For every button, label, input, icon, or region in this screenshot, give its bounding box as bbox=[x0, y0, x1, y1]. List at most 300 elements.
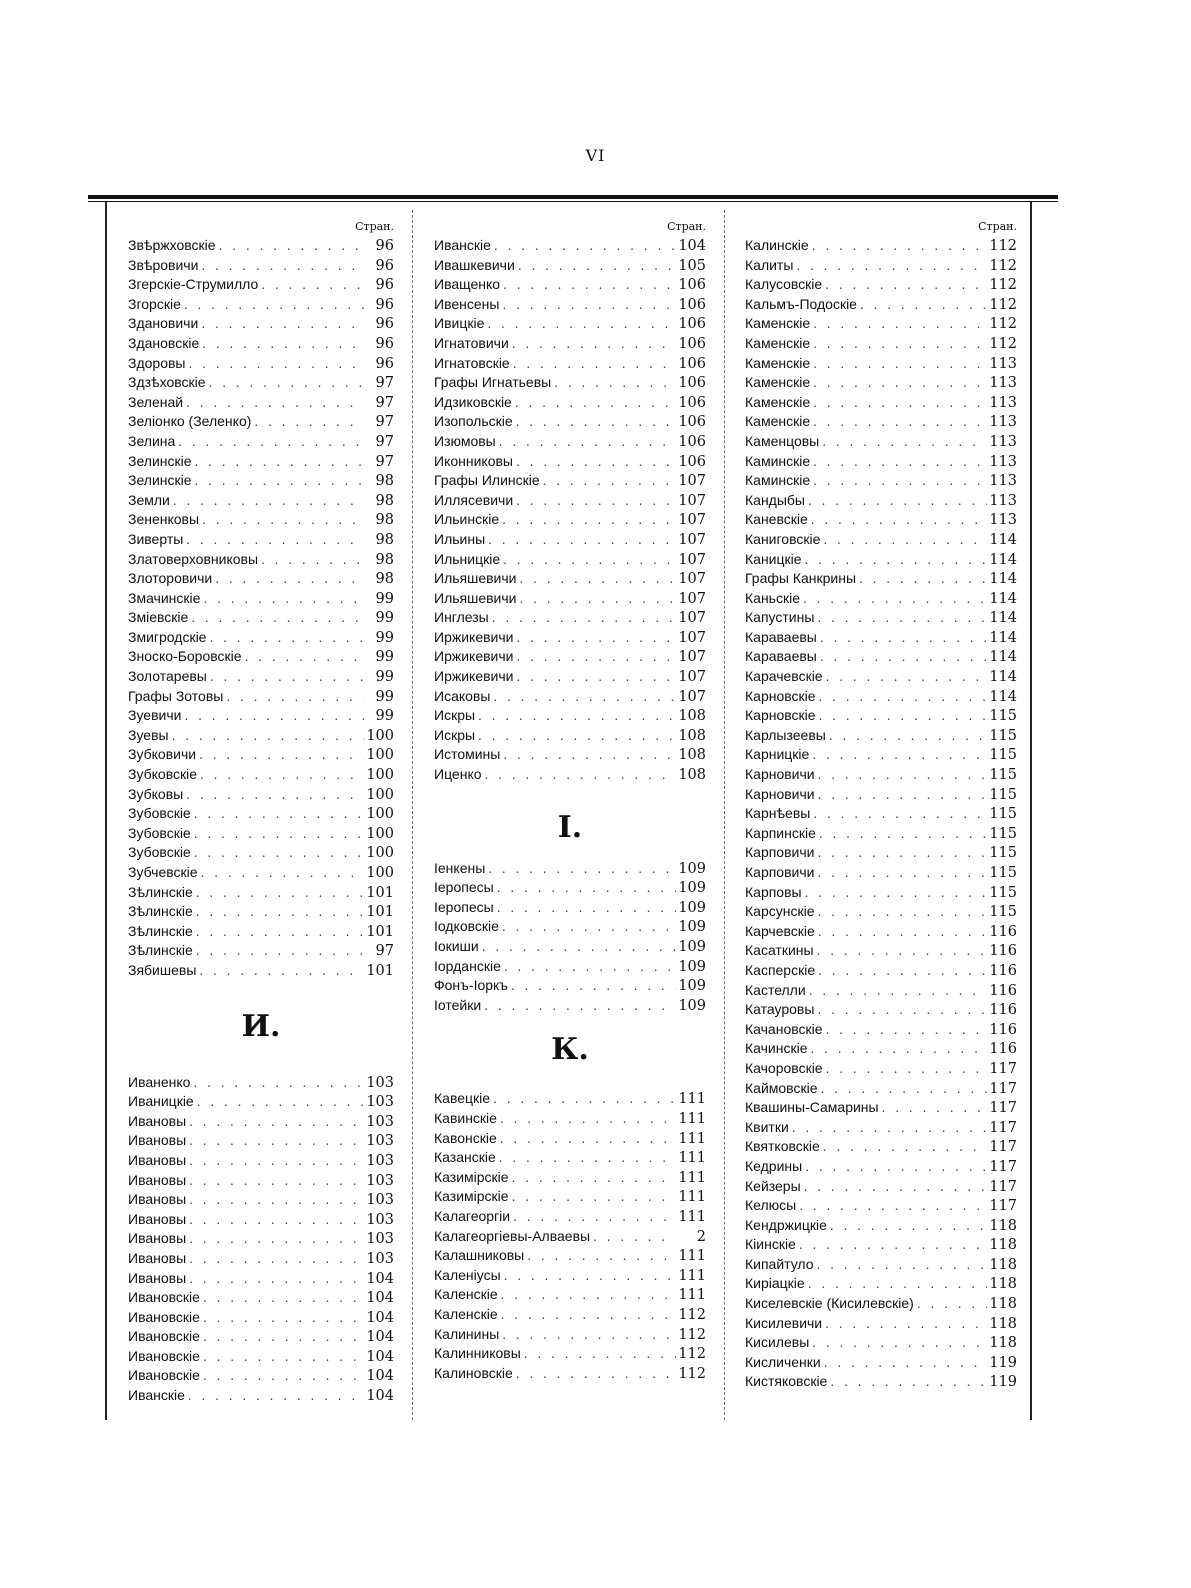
entry-page: 104 bbox=[366, 1290, 394, 1307]
leader-dots bbox=[258, 551, 364, 570]
leader-dots bbox=[186, 1230, 364, 1249]
leader-dots bbox=[198, 315, 364, 334]
index-entry bbox=[128, 804, 394, 824]
index-entry bbox=[128, 726, 394, 746]
entry-name: Ильницкіе bbox=[434, 550, 501, 567]
leader-dots bbox=[183, 394, 364, 413]
index-entry bbox=[128, 589, 394, 609]
entry-name: Кастелли bbox=[745, 981, 806, 998]
index-entry bbox=[128, 608, 394, 628]
entry-page: 109 bbox=[678, 899, 706, 916]
entry-name: Карпинскіе bbox=[745, 824, 816, 841]
leader-dots bbox=[820, 1138, 987, 1157]
entry-name: Караваевы bbox=[745, 648, 817, 665]
entry-list bbox=[434, 236, 706, 785]
index-entry bbox=[434, 1364, 706, 1384]
entry-page: 99 bbox=[375, 629, 394, 646]
entry-page: 100 bbox=[366, 747, 394, 764]
entry-page: 107 bbox=[678, 590, 706, 607]
leader-dots bbox=[856, 570, 987, 589]
entry-name: Змигродскіе bbox=[128, 628, 207, 645]
index-entry bbox=[128, 1131, 394, 1151]
entry-name: Здзѣховскіе bbox=[128, 374, 206, 391]
leader-dots bbox=[814, 1001, 987, 1020]
entry-name: Келюсы bbox=[745, 1197, 797, 1214]
index-entry bbox=[128, 1112, 394, 1132]
leader-dots bbox=[216, 237, 364, 256]
entry-page: 103 bbox=[366, 1152, 394, 1169]
entry-page: 115 bbox=[989, 747, 1017, 764]
entry-name: Каницкіе bbox=[745, 550, 802, 567]
entry-page: 101 bbox=[366, 962, 394, 979]
index-entry bbox=[434, 1207, 706, 1227]
entry-page: 103 bbox=[366, 1250, 394, 1267]
entry-page: 98 bbox=[375, 551, 394, 568]
entry-page: 103 bbox=[366, 1192, 394, 1209]
index-entry bbox=[128, 628, 394, 648]
leader-dots bbox=[200, 1348, 364, 1367]
leader-dots bbox=[816, 825, 987, 844]
index-entry bbox=[128, 745, 394, 765]
entry-name: Касаткины bbox=[745, 942, 814, 959]
index-entry bbox=[434, 608, 706, 628]
leader-dots bbox=[508, 977, 676, 996]
index-entry bbox=[434, 917, 706, 937]
entry-page: 107 bbox=[678, 629, 706, 646]
index-entry bbox=[434, 1187, 706, 1207]
leader-dots bbox=[513, 629, 676, 648]
entry-name: Ивановы bbox=[128, 1269, 187, 1286]
leader-dots bbox=[200, 1309, 364, 1328]
leader-dots bbox=[223, 688, 364, 707]
entry-name: Зубовскіе bbox=[128, 844, 191, 861]
index-entry bbox=[128, 432, 394, 452]
leader-dots bbox=[485, 860, 676, 879]
entry-page: 116 bbox=[989, 943, 1017, 960]
entry-page: 115 bbox=[989, 708, 1017, 725]
index-entry bbox=[434, 976, 706, 996]
entry-page: 106 bbox=[678, 277, 706, 294]
entry-page: 112 bbox=[678, 1306, 706, 1323]
entry-page: 116 bbox=[989, 1002, 1017, 1019]
entry-name: Иржикевичи bbox=[434, 668, 514, 685]
entry-page: 106 bbox=[678, 414, 706, 431]
index-entry bbox=[128, 1229, 394, 1249]
index-entry bbox=[128, 1288, 394, 1308]
leader-dots bbox=[186, 1211, 364, 1230]
entry-name: Калинниковы bbox=[434, 1345, 521, 1362]
index-entry bbox=[434, 996, 706, 1016]
entry-name: Каменскіе bbox=[745, 374, 811, 391]
index-entry bbox=[745, 608, 1017, 628]
entry-name: Киріацкіе bbox=[745, 1275, 805, 1292]
leader-dots bbox=[501, 958, 676, 977]
index-entry bbox=[434, 314, 706, 334]
entry-page: 97 bbox=[375, 943, 394, 960]
entry-page: 118 bbox=[989, 1335, 1017, 1352]
entry-name: Зубковы bbox=[128, 785, 184, 802]
entry-name: Ивицкіе bbox=[434, 315, 485, 332]
entry-name: Іокиши bbox=[434, 938, 479, 954]
entry-page: 107 bbox=[678, 688, 706, 705]
entry-page: 116 bbox=[989, 1021, 1017, 1038]
leader-dots bbox=[499, 296, 676, 315]
entry-page: 99 bbox=[375, 649, 394, 666]
leader-dots bbox=[496, 433, 676, 452]
index-entry bbox=[745, 647, 1017, 667]
entry-name: Квятковскіе bbox=[745, 1138, 820, 1155]
leader-dots bbox=[808, 1040, 987, 1059]
entry-page: 113 bbox=[989, 512, 1017, 529]
entry-page: 112 bbox=[989, 296, 1017, 313]
entry-name: Земли bbox=[128, 491, 170, 508]
index-entry bbox=[745, 804, 1017, 824]
leader-dots bbox=[510, 1208, 676, 1227]
leader-dots bbox=[188, 609, 364, 628]
entry-page: 107 bbox=[678, 551, 706, 568]
index-entry bbox=[745, 1274, 1017, 1294]
leader-dots bbox=[814, 942, 987, 961]
entry-page: 96 bbox=[375, 335, 394, 352]
leader-dots bbox=[517, 570, 677, 589]
leader-dots bbox=[823, 1021, 987, 1040]
entry-name: Каневскіе bbox=[745, 511, 808, 528]
entry-page: 100 bbox=[366, 825, 394, 842]
page-number: VI bbox=[585, 146, 606, 165]
entry-name: Ильяшевичи bbox=[434, 570, 517, 587]
entry-page: 115 bbox=[989, 865, 1017, 881]
top-rule-thin bbox=[88, 201, 1058, 202]
entry-name: Казимірскіе bbox=[434, 1168, 509, 1185]
entry-name: Кандыбы bbox=[745, 491, 805, 508]
entry-name: Квитки bbox=[745, 1118, 789, 1135]
entry-name: Иващенко bbox=[434, 276, 501, 293]
leader-dots bbox=[810, 374, 987, 393]
leader-dots bbox=[186, 1152, 364, 1171]
leader-dots bbox=[822, 276, 987, 295]
entry-page: 109 bbox=[678, 919, 706, 936]
entry-name: Кіинскіе bbox=[745, 1236, 796, 1253]
entry-page: 118 bbox=[989, 1296, 1017, 1313]
entry-page: 118 bbox=[989, 1256, 1017, 1273]
index-entry bbox=[745, 824, 1017, 844]
leader-dots bbox=[192, 453, 364, 472]
entry-name: Змачинскіе bbox=[128, 589, 201, 606]
entry-name: Ивановы bbox=[128, 1112, 187, 1129]
leader-dots bbox=[814, 1256, 987, 1275]
index-entry bbox=[128, 1249, 394, 1269]
entry-name: Зелина bbox=[128, 432, 176, 449]
index-entry bbox=[128, 1269, 394, 1289]
index-entry bbox=[128, 256, 394, 276]
entry-name: Иконниковы bbox=[434, 452, 513, 469]
index-entry bbox=[128, 922, 394, 942]
leader-dots bbox=[802, 884, 987, 903]
entry-page: 117 bbox=[989, 1178, 1017, 1195]
entry-name: Калиновскіе bbox=[434, 1364, 513, 1381]
entry-page: 97 bbox=[375, 433, 394, 450]
entry-name: Каньскіе bbox=[745, 589, 800, 606]
entry-name: Ивановскіе bbox=[128, 1308, 200, 1325]
entry-page: 97 bbox=[375, 414, 394, 431]
entry-name: Карновскіе bbox=[745, 707, 816, 724]
leader-dots bbox=[814, 844, 987, 863]
leader-dots bbox=[802, 1158, 987, 1177]
entry-page: 101 bbox=[366, 923, 394, 940]
leader-dots bbox=[490, 688, 676, 707]
entry-name: Зененковы bbox=[128, 511, 200, 528]
index-entry bbox=[745, 785, 1017, 805]
index-entry bbox=[128, 412, 394, 432]
entry-page: 98 bbox=[375, 512, 394, 529]
entry-page: 112 bbox=[989, 238, 1017, 254]
entry-name: Зѣлинскіе bbox=[128, 942, 193, 959]
right-border bbox=[1030, 202, 1032, 1420]
leader-dots bbox=[789, 1119, 987, 1138]
entry-page: 111 bbox=[678, 1150, 706, 1167]
entry-page: 107 bbox=[678, 571, 706, 588]
index-entry bbox=[434, 726, 706, 746]
entry-name: Карнѣевы bbox=[745, 805, 811, 822]
entry-page: 2 bbox=[696, 1228, 706, 1245]
index-entry bbox=[745, 667, 1017, 687]
entry-page: 103 bbox=[366, 1094, 394, 1111]
entry-page: 115 bbox=[989, 786, 1017, 803]
entry-name: Иванскіе bbox=[128, 1387, 185, 1404]
column-divider bbox=[724, 210, 725, 1420]
leader-dots bbox=[540, 472, 676, 491]
entry-page: 117 bbox=[989, 1198, 1017, 1215]
entry-name: Качановскіе bbox=[745, 1020, 823, 1037]
leader-dots bbox=[500, 276, 676, 295]
entry-page: 99 bbox=[375, 610, 394, 627]
top-rule bbox=[88, 195, 1058, 199]
entry-name: Карновичи bbox=[745, 785, 815, 802]
leader-dots bbox=[479, 938, 676, 957]
entry-page: 107 bbox=[678, 512, 706, 529]
index-entry bbox=[128, 1171, 394, 1191]
leader-dots bbox=[524, 1247, 676, 1266]
index-entry bbox=[745, 1353, 1017, 1373]
entry-name: Зелинскіе bbox=[128, 472, 192, 489]
entry-name: Калинскіе bbox=[745, 237, 809, 253]
entry-page: 99 bbox=[375, 708, 394, 725]
entry-name: Ивановы bbox=[128, 1132, 187, 1149]
entry-page: 107 bbox=[678, 492, 706, 509]
entry-page: 96 bbox=[375, 316, 394, 333]
entry-name: Зелинскіе bbox=[128, 452, 192, 469]
leader-dots bbox=[914, 1295, 987, 1314]
index-entry bbox=[745, 1196, 1017, 1216]
entry-page: 106 bbox=[678, 335, 706, 352]
entry-page: 105 bbox=[678, 257, 706, 274]
index-entry bbox=[434, 1325, 706, 1345]
index-column-2 bbox=[434, 218, 706, 1383]
entry-page: 118 bbox=[989, 1217, 1017, 1234]
leader-dots bbox=[513, 1365, 676, 1384]
entry-list bbox=[434, 1089, 706, 1383]
section-heading-k: К. bbox=[551, 1032, 589, 1068]
index-entry bbox=[128, 491, 394, 511]
index-entry bbox=[128, 765, 394, 785]
leader-dots bbox=[181, 296, 364, 315]
leader-dots bbox=[199, 335, 364, 354]
index-entry bbox=[128, 1190, 394, 1210]
entry-page: 114 bbox=[989, 669, 1017, 686]
index-entry bbox=[434, 1227, 706, 1247]
leader-dots bbox=[796, 1197, 987, 1216]
entry-name: Катауровы bbox=[745, 1001, 815, 1018]
entry-page: 108 bbox=[678, 708, 706, 725]
leader-dots bbox=[817, 629, 987, 648]
index-entry bbox=[128, 334, 394, 354]
index-entry bbox=[745, 726, 1017, 746]
index-entry bbox=[745, 275, 1017, 295]
index-entry bbox=[128, 373, 394, 393]
leader-dots bbox=[193, 942, 364, 961]
entry-name: Качоровскіе bbox=[745, 1059, 823, 1076]
index-entry bbox=[434, 957, 706, 977]
entry-page: 103 bbox=[366, 1211, 394, 1228]
entry-name: Калагеоргіевы-Алваевы bbox=[434, 1227, 591, 1244]
leader-dots bbox=[490, 1090, 676, 1109]
entry-page: 111 bbox=[678, 1248, 706, 1265]
entry-name: Карачевскіе bbox=[745, 668, 823, 685]
entry-page: 109 bbox=[678, 958, 706, 975]
index-entry bbox=[434, 859, 706, 879]
entry-page: 96 bbox=[375, 296, 394, 313]
entry-page: 107 bbox=[678, 473, 706, 490]
leader-dots bbox=[823, 1060, 987, 1079]
entry-name: Иванскіе bbox=[434, 237, 491, 253]
entry-name: Зуевичи bbox=[128, 707, 182, 724]
leader-dots bbox=[816, 688, 987, 707]
entry-name: Кисилевы bbox=[745, 1334, 810, 1351]
entry-page: 96 bbox=[375, 238, 394, 254]
leader-dots bbox=[193, 923, 364, 942]
index-entry bbox=[128, 1210, 394, 1230]
entry-page: 104 bbox=[678, 238, 706, 254]
entry-page: 108 bbox=[678, 767, 706, 784]
leader-dots bbox=[513, 648, 676, 667]
entry-page: 96 bbox=[375, 257, 394, 274]
index-entry bbox=[745, 1235, 1017, 1255]
entry-name: Зубовскіе bbox=[128, 805, 191, 822]
entry-name: Калусовскіе bbox=[745, 276, 823, 293]
entry-page: 104 bbox=[366, 1348, 394, 1365]
entry-page: 100 bbox=[366, 767, 394, 784]
leader-dots bbox=[801, 1178, 987, 1197]
entry-name: Зѣлинскіе bbox=[128, 903, 193, 920]
entry-page: 112 bbox=[678, 1326, 706, 1343]
leader-dots bbox=[242, 648, 364, 667]
entry-list bbox=[745, 236, 1017, 1392]
index-entry bbox=[434, 236, 706, 256]
entry-page: 117 bbox=[989, 1100, 1017, 1117]
entry-name: Іеропесы bbox=[434, 879, 494, 896]
leader-dots bbox=[809, 1334, 987, 1353]
entry-page: 109 bbox=[678, 939, 706, 955]
entry-page: 112 bbox=[989, 257, 1017, 274]
index-entry bbox=[128, 883, 394, 903]
leader-dots bbox=[500, 746, 676, 765]
leader-dots bbox=[817, 648, 987, 667]
leader-dots bbox=[806, 982, 987, 1001]
leader-dots bbox=[827, 1373, 987, 1392]
leader-dots bbox=[810, 335, 987, 354]
column-divider bbox=[412, 210, 413, 1420]
entry-page: 104 bbox=[366, 1270, 394, 1287]
entry-page: 117 bbox=[989, 1060, 1017, 1077]
entry-name: Ивановы bbox=[128, 1191, 187, 1208]
index-entry bbox=[434, 937, 706, 957]
entry-page: 98 bbox=[375, 473, 394, 490]
entry-name: Зеленай bbox=[128, 393, 184, 410]
leader-dots bbox=[879, 1099, 987, 1118]
index-entry bbox=[128, 236, 394, 256]
leader-dots bbox=[183, 786, 364, 805]
entry-name: Графы Игнатьевы bbox=[434, 374, 552, 391]
index-entry bbox=[745, 452, 1017, 472]
entry-name: Згерскіе-Струмилло bbox=[128, 276, 259, 293]
index-entry bbox=[128, 902, 394, 922]
entry-name: Іенкены bbox=[434, 859, 486, 876]
leader-dots bbox=[815, 962, 987, 981]
leader-dots bbox=[192, 472, 364, 491]
index-entry bbox=[745, 432, 1017, 452]
leader-dots bbox=[515, 257, 676, 276]
entry-name: Иржикевичи bbox=[434, 648, 514, 665]
entry-page: 113 bbox=[989, 375, 1017, 392]
entry-page: 106 bbox=[678, 316, 706, 333]
entry-name: Згорскіе bbox=[128, 295, 181, 312]
entry-page: 97 bbox=[375, 394, 394, 411]
entry-page: 111 bbox=[678, 1091, 706, 1108]
leader-dots bbox=[185, 355, 364, 374]
entry-page: 115 bbox=[989, 845, 1017, 862]
index-entry bbox=[434, 1285, 706, 1305]
index-entry bbox=[745, 412, 1017, 432]
entry-page: 109 bbox=[678, 978, 706, 995]
entry-page: 104 bbox=[366, 1388, 394, 1405]
entry-page: 114 bbox=[989, 629, 1017, 646]
entry-page: 106 bbox=[678, 296, 706, 313]
entry-page: 112 bbox=[989, 277, 1017, 294]
index-entry bbox=[745, 1059, 1017, 1079]
entry-name: Иваницкіе bbox=[128, 1093, 194, 1110]
leader-dots bbox=[805, 1275, 987, 1294]
entry-name: Іорданскіе bbox=[434, 957, 501, 974]
index-entry bbox=[745, 922, 1017, 942]
entry-name: Кисличенки bbox=[745, 1353, 821, 1370]
entry-name: Искры bbox=[434, 726, 476, 743]
entry-page: 100 bbox=[366, 865, 394, 881]
entry-page: 100 bbox=[366, 806, 394, 823]
entry-name: Киселевскіе (Кисилевскіе) bbox=[745, 1295, 914, 1312]
leader-dots bbox=[186, 1113, 364, 1132]
leader-dots bbox=[810, 472, 987, 491]
entry-name: Идзиковскіе bbox=[434, 393, 512, 410]
index-entry bbox=[434, 1148, 706, 1168]
leader-dots bbox=[815, 923, 987, 942]
leader-dots bbox=[509, 1188, 676, 1207]
leader-dots bbox=[198, 257, 364, 276]
entry-name: Ивановы bbox=[128, 1249, 187, 1266]
leader-dots bbox=[170, 492, 364, 511]
entry-name: Зубковичи bbox=[128, 746, 197, 763]
entry-name: Ивановы bbox=[128, 1151, 187, 1168]
entry-name: Фонъ-Іоркъ bbox=[434, 977, 508, 994]
